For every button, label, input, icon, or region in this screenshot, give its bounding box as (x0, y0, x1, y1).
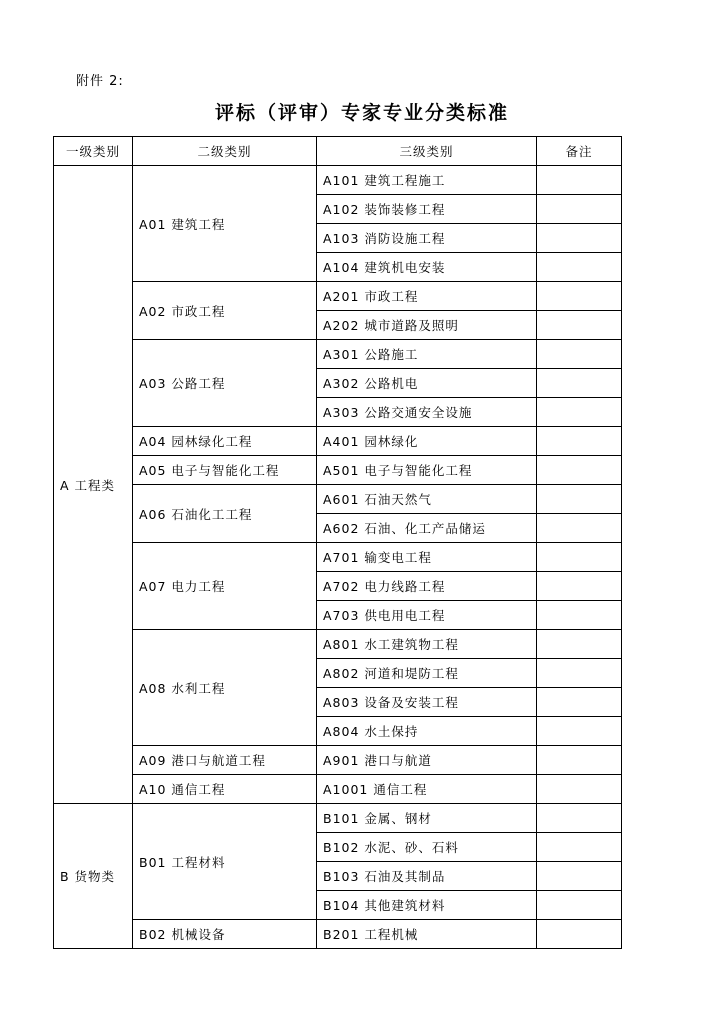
note-cell (537, 601, 622, 630)
level3-category: A601 石油天然气 (317, 485, 537, 514)
note-cell (537, 862, 622, 891)
note-cell (537, 630, 622, 659)
note-cell (537, 253, 622, 282)
note-cell (537, 543, 622, 572)
level3-category: A703 供电用电工程 (317, 601, 537, 630)
note-cell (537, 514, 622, 543)
table-row (54, 804, 622, 833)
level3-category: A303 公路交通安全设施 (317, 398, 537, 427)
note-cell (537, 456, 622, 485)
header-level3: 三级类别 (317, 137, 537, 166)
level3-category: A701 输变电工程 (317, 543, 537, 572)
level3-category: A801 水工建筑物工程 (317, 630, 537, 659)
level3-category: B104 其他建筑材料 (317, 891, 537, 920)
note-cell (537, 427, 622, 456)
level3-category: A401 园林绿化 (317, 427, 537, 456)
level2-category: A10 通信工程 (133, 775, 317, 804)
level3-category: A302 公路机电 (317, 369, 537, 398)
level2-category: A02 市政工程 (133, 282, 317, 340)
header-row (54, 137, 622, 166)
page-title: 评标（评审）专家专业分类标准 (214, 102, 509, 124)
note-cell (537, 717, 622, 746)
level3-category: A103 消防设施工程 (317, 224, 537, 253)
level1-category: A 工程类 (54, 166, 133, 804)
table-body (54, 166, 622, 949)
level2-category: A01 建筑工程 (133, 166, 317, 282)
level2-category: A05 电子与智能化工程 (133, 456, 317, 485)
header-level2: 二级类别 (133, 137, 317, 166)
note-cell (537, 746, 622, 775)
note-cell (537, 398, 622, 427)
level1-category: B 货物类 (54, 804, 133, 949)
note-cell (537, 920, 622, 949)
note-cell (537, 282, 622, 311)
level2-category: B01 工程材料 (133, 804, 317, 920)
level3-category: A803 设备及安装工程 (317, 688, 537, 717)
note-cell (537, 369, 622, 398)
level3-category: A702 电力线路工程 (317, 572, 537, 601)
table-row (54, 166, 622, 195)
classification-table (53, 136, 622, 949)
attachment-label: 附件 2: (76, 74, 124, 89)
level2-category: B02 机械设备 (133, 920, 317, 949)
note-cell (537, 804, 622, 833)
note-cell (537, 485, 622, 514)
table-row (54, 746, 622, 775)
level3-category: A602 石油、化工产品储运 (317, 514, 537, 543)
note-cell (537, 311, 622, 340)
level2-category: A07 电力工程 (133, 543, 317, 630)
note-cell (537, 688, 622, 717)
level3-category: A501 电子与智能化工程 (317, 456, 537, 485)
level3-category: B102 水泥、砂、石料 (317, 833, 537, 862)
level3-category: A102 装饰装修工程 (317, 195, 537, 224)
level3-category: A301 公路施工 (317, 340, 537, 369)
header-note: 备注 (537, 137, 622, 166)
level3-category: B101 金属、钢材 (317, 804, 537, 833)
level3-category: A202 城市道路及照明 (317, 311, 537, 340)
level3-category: A201 市政工程 (317, 282, 537, 311)
note-cell (537, 775, 622, 804)
table-row (54, 485, 622, 514)
level2-category: A04 园林绿化工程 (133, 427, 317, 456)
header-level1: 一级类别 (54, 137, 133, 166)
table-row (54, 920, 622, 949)
table-row (54, 775, 622, 804)
note-cell (537, 224, 622, 253)
level2-category: A06 石油化工工程 (133, 485, 317, 543)
level3-category: A1001 通信工程 (317, 775, 537, 804)
table-row (54, 543, 622, 572)
table-row (54, 340, 622, 369)
level2-category: A08 水利工程 (133, 630, 317, 746)
table-row (54, 282, 622, 311)
note-cell (537, 833, 622, 862)
level2-category: A09 港口与航道工程 (133, 746, 317, 775)
table-row (54, 630, 622, 659)
note-cell (537, 572, 622, 601)
level3-category: A104 建筑机电安装 (317, 253, 537, 282)
level2-category: A03 公路工程 (133, 340, 317, 427)
level3-category: B201 工程机械 (317, 920, 537, 949)
note-cell (537, 659, 622, 688)
note-cell (537, 340, 622, 369)
note-cell (537, 891, 622, 920)
table-row (54, 456, 622, 485)
level3-category: A901 港口与航道 (317, 746, 537, 775)
level3-category: A802 河道和堤防工程 (317, 659, 537, 688)
table-row (54, 427, 622, 456)
note-cell (537, 195, 622, 224)
level3-category: A101 建筑工程施工 (317, 166, 537, 195)
level3-category: B103 石油及其制品 (317, 862, 537, 891)
level3-category: A804 水土保持 (317, 717, 537, 746)
note-cell (537, 166, 622, 195)
